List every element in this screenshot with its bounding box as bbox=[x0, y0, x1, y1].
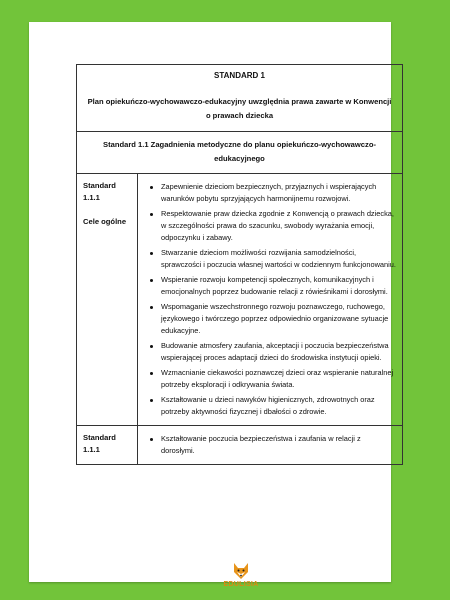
row-content bbox=[138, 426, 402, 464]
logo-text: EDULISIA bbox=[223, 581, 259, 588]
list-item: Kształtowanie poczucia bezpieczeństwa i zaufania w relacji z dorosłymi. bbox=[148, 433, 396, 457]
list-item: Wspomaganie wszechstronnego rozwoju poznawczego, ruchowego, językowego i twórczego poprzez odpowiednio organizowane sytuacje edukacyjne. bbox=[148, 301, 396, 337]
list-item: Respektowanie praw dziecka zgodnie z Konwencją o prawach dziecka, w szczególności prawa do szacunku, swobody wyrażania emocji, odpoczynku i zabawy. bbox=[148, 208, 396, 244]
list-item: Wzmacnianie ciekawości poznawczej dzieci oraz wspieranie naturalnej potrzeby eksploracji i odkrywania świata. bbox=[148, 367, 396, 391]
standard-table bbox=[76, 64, 403, 465]
goals-list bbox=[148, 433, 396, 457]
section-header: Standard 1.1 Zagadnienia metodyczne do planu opiekuńczo-wychowawczo-edukacyjnego bbox=[77, 132, 402, 174]
goals-list bbox=[148, 181, 396, 418]
list-item: Budowanie atmosfery zaufania, akceptacji i poczucia bezpieczeństwa wspierającej proces adaptacji dzieci do środowiska instytucji opieki. bbox=[148, 340, 396, 364]
standard-header bbox=[77, 65, 402, 132]
row-label-line2: 1.1.1 bbox=[83, 193, 100, 202]
standard-title: STANDARD 1 bbox=[214, 71, 265, 80]
list-item: Zapewnienie dzieciom bezpiecznych, przyjaznych i wspierających warunków pobytu sprzyjających harmonijnemu rozwojowi. bbox=[148, 181, 396, 205]
standard-subtitle: Plan opiekuńczo-wychowawczo-edukacyjny uwzględnia prawa zawarte w Konwencji o prawach dziecka bbox=[87, 97, 392, 120]
row-content bbox=[138, 174, 402, 425]
list-item: Stwarzanie dzieciom możliwości rozwijania samodzielności, sprawczości i poczucia własnej wartości w codziennym funkcjonowaniu. bbox=[148, 247, 396, 271]
row-label bbox=[77, 426, 138, 464]
row-label-extra: Cele ogólne bbox=[83, 217, 127, 226]
row-label bbox=[77, 174, 138, 425]
list-item: Wspieranie rozwoju kompetencji społecznych, komunikacyjnych i emocjonalnych poprzez budowanie relacji z rówieśnikami i dorosłymi. bbox=[148, 274, 396, 298]
row-label-line1: Standard bbox=[83, 433, 116, 442]
list-item: Kształtowanie u dzieci nawyków higienicznych, zdrowotnych oraz potrzeby aktywności fizycznej i dbałości o zdrowie. bbox=[148, 394, 396, 418]
fox-icon bbox=[231, 562, 251, 580]
document-page bbox=[29, 22, 396, 588]
row-label-line1: Standard bbox=[83, 181, 116, 190]
table-row bbox=[77, 426, 402, 464]
table-row bbox=[77, 174, 402, 426]
edulisia-logo bbox=[212, 562, 270, 594]
row-label-line2: 1.1.1 bbox=[83, 445, 100, 454]
